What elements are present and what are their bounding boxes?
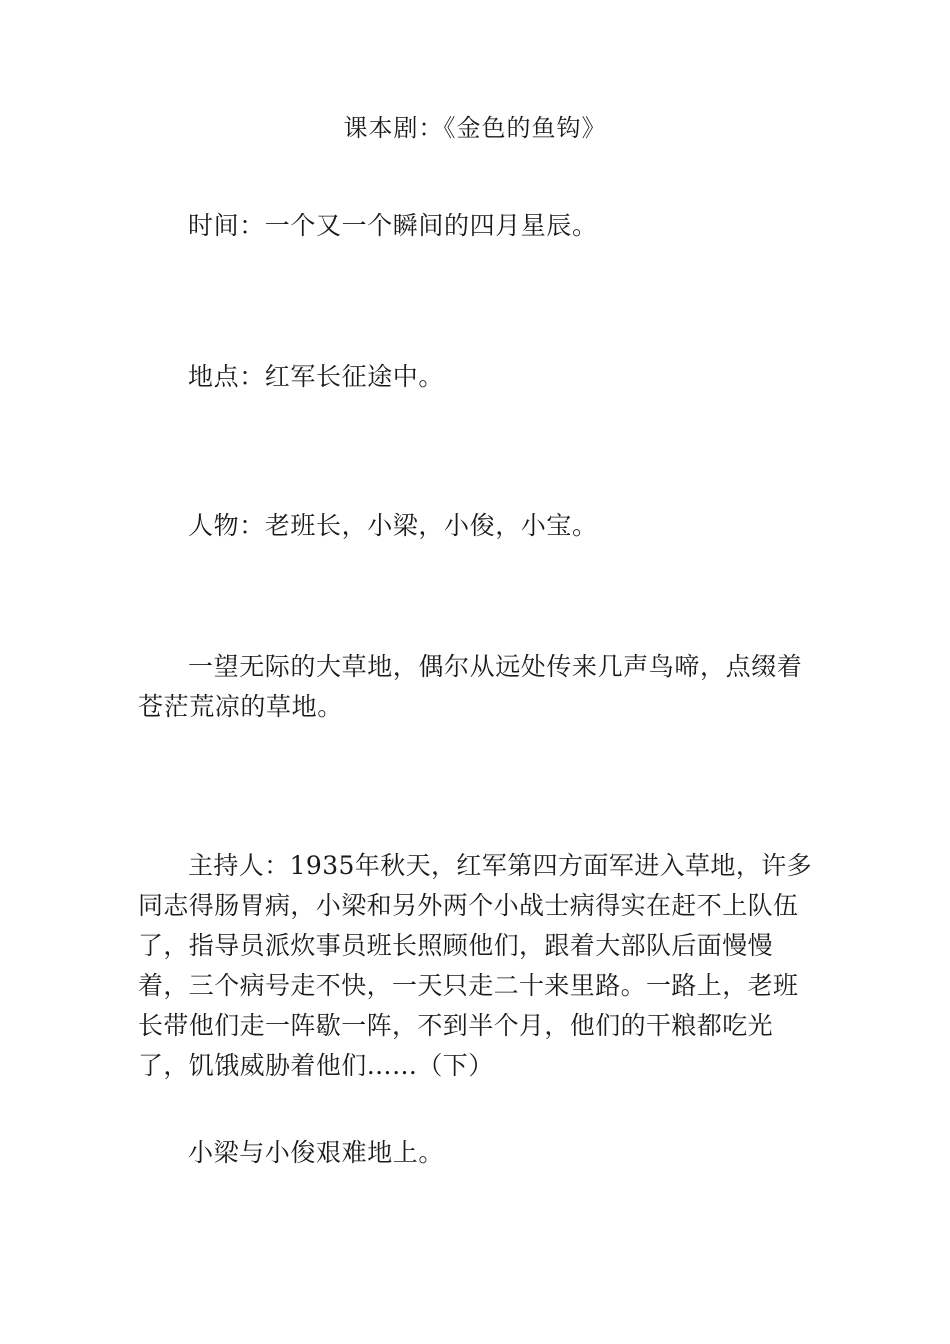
paragraph-place: 地点：红军长征途中。: [188, 362, 445, 391]
paragraph-stage-action: 小梁与小俊艰难地上。: [188, 1138, 445, 1167]
paragraph-people: 人物：老班长，小梁，小俊，小宝。: [188, 511, 598, 540]
paragraph-host-narration: 主持人：1935年秋天，红军第四方面军进入草地，许多同志得肠胃病，小梁和另外两个小战士病得实在赶不上队伍了，指导员派炊事员班长照顾他们，跟着大部队后面慢慢着，三个病号走不快，一天只走二十来里路。一路上，老班长带他们走一阵歇一阵，不到半个月，他们的干粮都吃光了，饥饿威胁着他们……（下）: [138, 851, 813, 1080]
paragraph-time: 时间：一个又一个瞬间的四月星辰。: [188, 211, 598, 240]
document-title: 课本剧：《金色的鱼钩》: [343, 114, 607, 142]
paragraph-scene: 一望无际的大草地，偶尔从远处传来几声鸟啼，点缀着苍茫荒凉的草地。: [138, 652, 803, 721]
